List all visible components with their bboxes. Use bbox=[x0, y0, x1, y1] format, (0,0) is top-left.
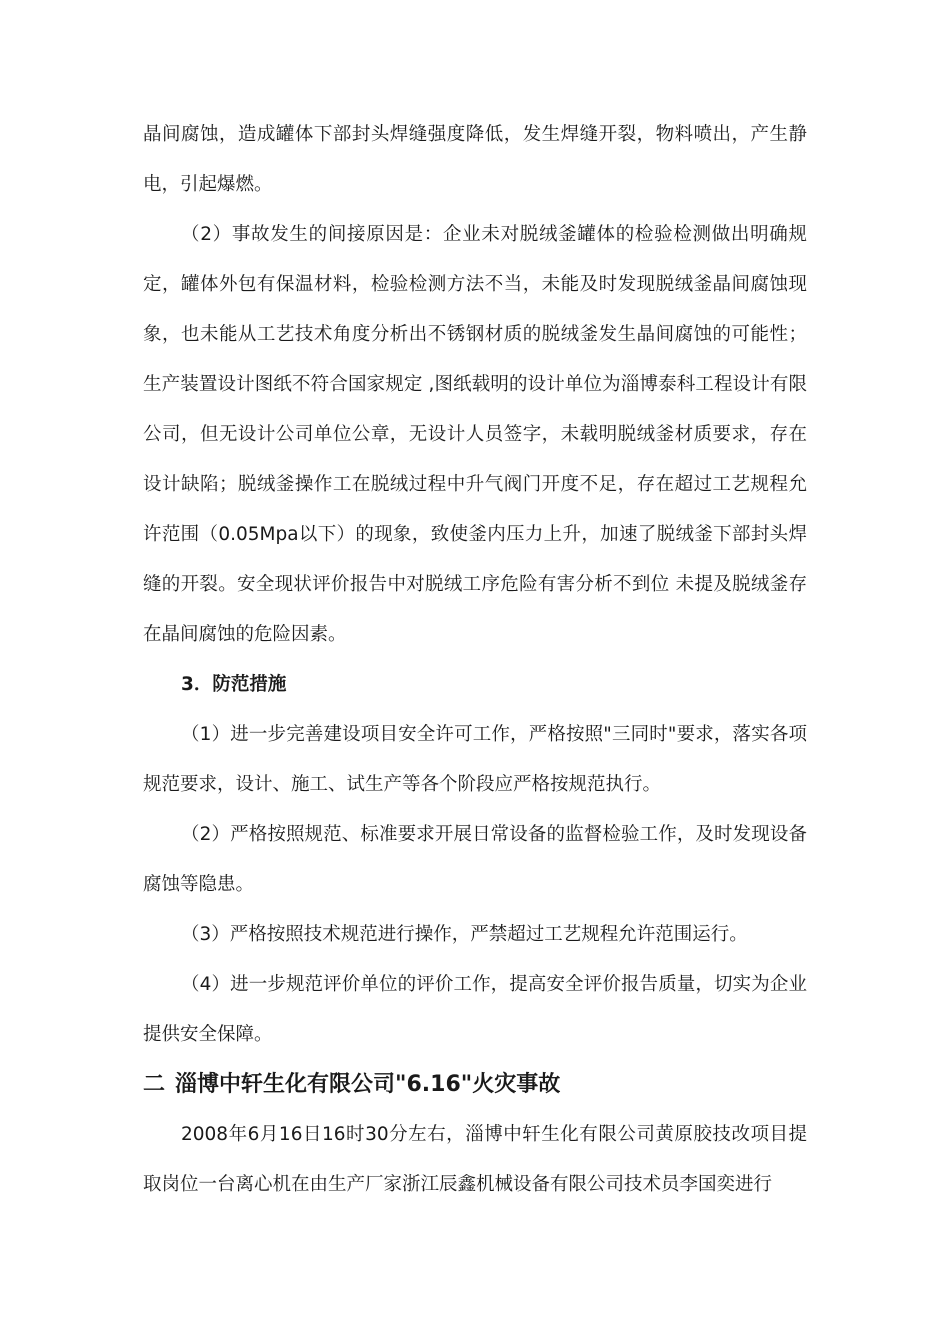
chapter-heading-number: 二 bbox=[143, 1072, 166, 1097]
paragraph-measure-2: （2）严格按照规范、标准要求开展日常设备的监督检验工作，及时发现设备腐蚀等隐患。 bbox=[143, 824, 807, 895]
chapter-heading-text: 淄博中轩生化有限公司"6.16"火灾事故 bbox=[175, 1072, 561, 1097]
paragraph-measure-3: （3）严格按照技术规范进行操作，严禁超过工艺规程允许范围运行。 bbox=[181, 924, 748, 945]
document-body bbox=[143, 110, 807, 1210]
paragraph-indirect-cause: （2）事故发生的间接原因是：企业未对脱绒釜罐体的检验检测做出明确规定，罐体外包有保温材料，检验检测方法不当，未能及时发现脱绒釜晶间腐蚀现象，也未能从工艺技术角度分析出不锈钢材质的脱绒釜发生晶间腐蚀的可能性；生产装置设计图纸不符合国家规定 ,图纸载明的设计单位为淄博泰科工程设计有限公司，但无设计公司单位公章，无设计人员签字，未载明脱绒釜材质要求，存在设计缺陷；脱绒釜操作工在脱绒过程中升气阀门开度不足，存在超过工艺规程允许范围（0.05Mpa以下）的现象，致使釜内压力上升，加速了脱绒釜下部封头焊缝的开裂。安全现状评价报告中对脱绒工序危险有害分析不到位 未提及脱绒釜存在晶间腐蚀的危险因素。 bbox=[143, 224, 807, 645]
paragraph-measure-1: （1）进一步完善建设项目安全许可工作，严格按照"三同时"要求，落实各项规范要求，设计、施工、试生产等各个阶段应严格按规范执行。 bbox=[143, 724, 807, 795]
paragraph-direct-cause-continued: 晶间腐蚀，造成罐体下部封头焊缝强度降低，发生焊缝开裂，物料喷出，产生静电，引起爆燃。 bbox=[143, 124, 807, 195]
paragraph-measure-4: （4）进一步规范评价单位的评价工作，提高安全评价报告质量，切实为企业提供安全保障。 bbox=[143, 974, 807, 1045]
section-heading-prevention: 3．防范措施 bbox=[181, 674, 287, 695]
paragraph-fire-accident-intro: 2008年6月16日16时30分左右，淄博中轩生化有限公司黄原胶技改项目提取岗位一台离心机在由生产厂家浙江辰鑫机械设备有限公司技术员李国奕进行 bbox=[143, 1124, 807, 1195]
chapter-heading bbox=[143, 1060, 807, 1110]
